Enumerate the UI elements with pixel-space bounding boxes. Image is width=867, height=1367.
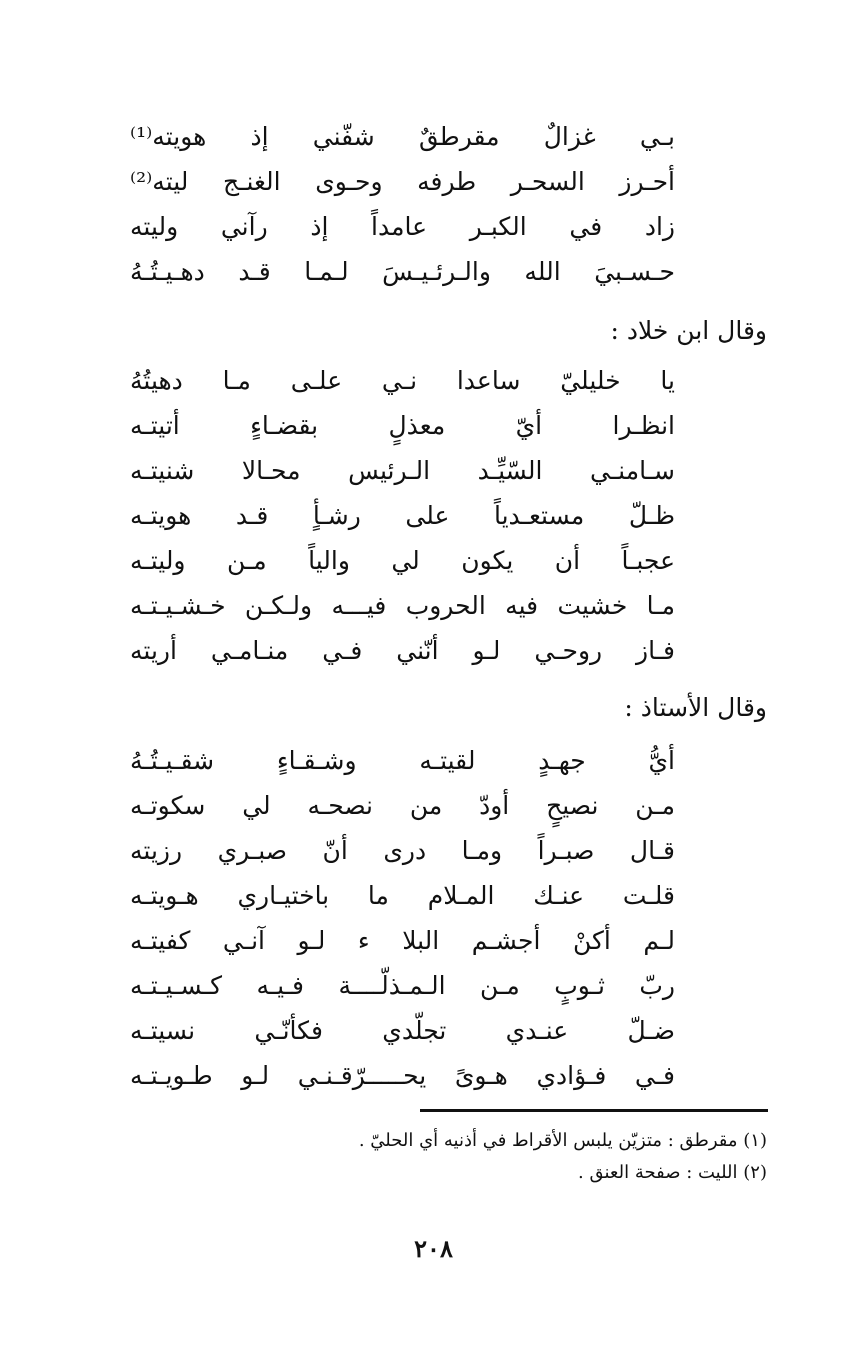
- verse-line: بـي غزالٌ مقرطقٌ شفّني إذ هويته⁽¹⁾: [130, 122, 675, 151]
- verse-line: سـامنـي السّيِّـد الـرئيس محـالا شنيتـه: [130, 456, 675, 485]
- verse-line: لـم أكنْ أجشـم البلا ء لـو آنـي كفيتـه: [130, 926, 675, 955]
- verse-line: ضـلّ عنـدي تجلّدي فكأنّـي نسيتـه: [130, 1016, 675, 1045]
- page-number: ٢٠٨: [414, 1234, 453, 1263]
- poem-2-intro: وقال ابن خلاد :: [610, 316, 767, 345]
- poem-3: [130, 738, 675, 1098]
- verse-line: يا خليليّ ساعدا نـي علـى مـا دهيتُهُ: [130, 366, 675, 395]
- verse-line: زاد في الكبـر عامداً إذ رآني وليته: [130, 212, 675, 241]
- verse-line: قلـت عنـك المـلام ما باختيـاري هـويتـه: [130, 881, 675, 910]
- verse-line: قـال صبـراً ومـا درى أنّ صبـري رزيته: [130, 836, 675, 865]
- verse-line: ربّ ثـوبٍ مـن الـمـذلّــــة فـيـه كـسـيـتـه: [130, 971, 675, 1000]
- footnote-1: (١) مقرطق : متزيّن يلبس الأقراط في أذنيه أي الحليّ .: [358, 1130, 767, 1151]
- verse-line: ظـلّ مستعـدياً على رشـأٍ قـد هويتـه: [130, 501, 675, 530]
- poem-3-intro: وقال الأستاذ :: [624, 693, 767, 722]
- footnotes: [359, 1125, 767, 1189]
- footnote-2: (٢) الليت : صفحة العنق .: [578, 1162, 767, 1183]
- verse-line: انظـرا أيّ معذلٍ بقضـاءٍ أتيتـه: [130, 411, 675, 440]
- verse-line: مـا خشيت فيه الحروب فيـــه ولـكـن خـشـيـتـه: [130, 591, 675, 620]
- footnote-divider: [420, 1109, 768, 1112]
- poem-2: [130, 358, 675, 673]
- verse-line: فـي فـؤادي هـوىً يحـــــرّقـنـي لـو طـويـتـه: [130, 1061, 675, 1090]
- verse-line: فـاز روحـي لـو أنّني فـي منـامـي أريته: [130, 636, 675, 665]
- verse-line: حـسـبيَ الله والـرئـيـسَ لـمـا قـد دهـيـتُـهُ: [130, 257, 675, 286]
- verse-line: أحـرز السحـر طرفه وحـوى الغنـج ليته⁽²⁾: [130, 167, 675, 196]
- poem-1: [130, 114, 675, 294]
- verse-line: أيُّ جهـدٍ لقيتـه وشـقـاءٍ شقـيـتُـهُ: [130, 746, 675, 775]
- verse-line: مـن نصيحٍ أودّ من نصحـه لي سكوتـه: [130, 791, 675, 820]
- verse-line: عجبـاً أن يكون لي والياً مـن وليتـه: [130, 546, 675, 575]
